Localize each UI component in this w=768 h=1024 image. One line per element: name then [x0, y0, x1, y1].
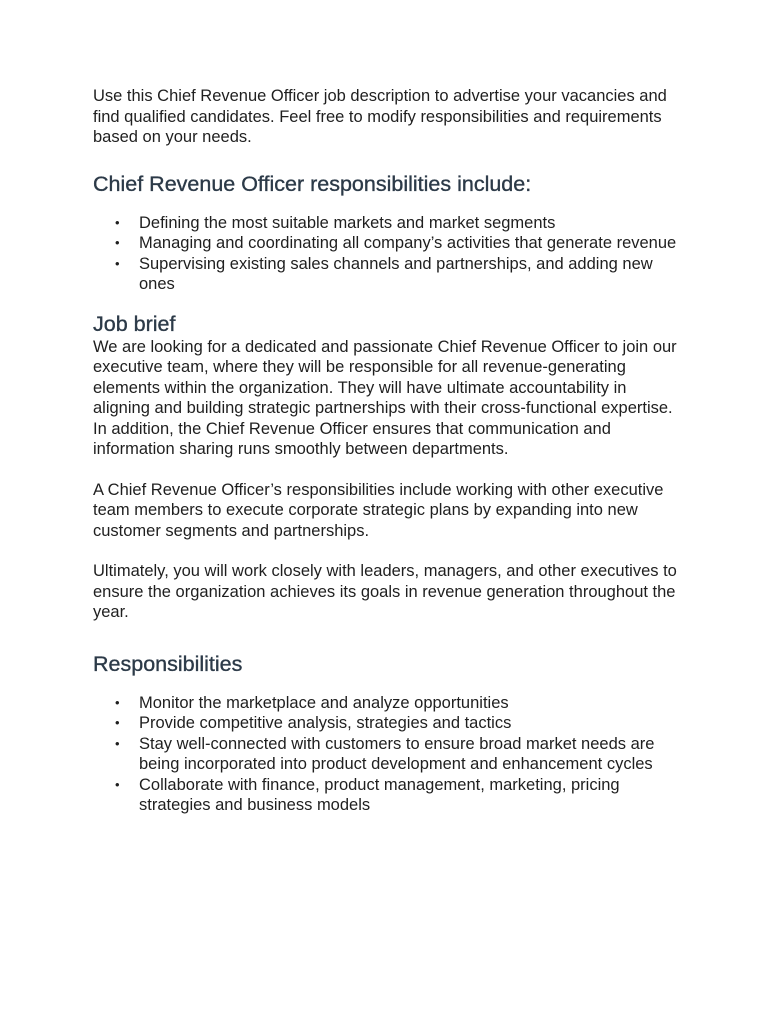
list-item	[93, 254, 683, 295]
list-item	[93, 713, 683, 734]
job-brief-paragraph: Ultimately, you will work closely with leaders, managers, and other executives to ensure the organization achieves its goals in revenue generation throughout the year.	[93, 562, 677, 621]
list-item	[93, 693, 683, 714]
job-brief-heading: Job brief	[93, 311, 176, 336]
responsibilities-include-heading: Chief Revenue Officer responsibilities include:	[93, 171, 532, 196]
list-item	[93, 734, 683, 775]
bullet-icon: •	[115, 776, 120, 792]
list-item-text: Provide competitive analysis, strategies and tactics	[139, 714, 512, 732]
responsibilities-list	[93, 693, 683, 816]
bullet-icon: •	[115, 735, 120, 751]
list-item-text: Defining the most suitable markets and market segments	[139, 213, 556, 232]
bullet-icon: •	[115, 214, 120, 230]
list-item-text: Monitor the marketplace and analyze opportunities	[139, 693, 509, 712]
list-item	[93, 213, 683, 234]
bullet-icon: •	[115, 255, 120, 271]
list-item	[93, 233, 683, 254]
intro-paragraph: Use this Chief Revenue Officer job description to advertise your vacancies and find qualified candidates. Feel free to modify responsibilities and requirements based on your needs.	[93, 87, 667, 146]
list-item-text: Supervising existing sales channels and partnerships, and adding new ones	[139, 254, 653, 293]
list-item-text: Collaborate with finance, product management, marketing, pricing strategies and business models	[139, 775, 620, 814]
responsibilities-heading: Responsibilities	[93, 651, 243, 676]
responsibilities-include-list	[93, 213, 683, 295]
document-page	[93, 86, 683, 816]
bullet-icon: •	[115, 715, 120, 730]
list-item-text: Managing and coordinating all company’s activities that generate revenue	[139, 234, 677, 252]
list-item	[93, 775, 683, 816]
bullet-icon: •	[115, 694, 120, 710]
job-brief-paragraph: We are looking for a dedicated and passionate Chief Revenue Officer to join our executive team, where they will be responsible for all revenue-generating elements within the organization. They will have ultimate accountability in aligning and building strategic partnerships with their cross-functional expertise. In addition, the Chief Revenue Officer ensures that communication and information sharing runs smoothly between departments.	[93, 337, 677, 458]
job-brief-paragraph: A Chief Revenue Officer’s responsibilities include working with other executive team members to execute corporate strategic plans by expanding into new customer segments and partnerships.	[93, 480, 664, 540]
bullet-icon: •	[115, 235, 120, 250]
list-item-text: Stay well-connected with customers to ensure broad market needs are being incorporated into product development and enhancement cycles	[139, 734, 655, 773]
